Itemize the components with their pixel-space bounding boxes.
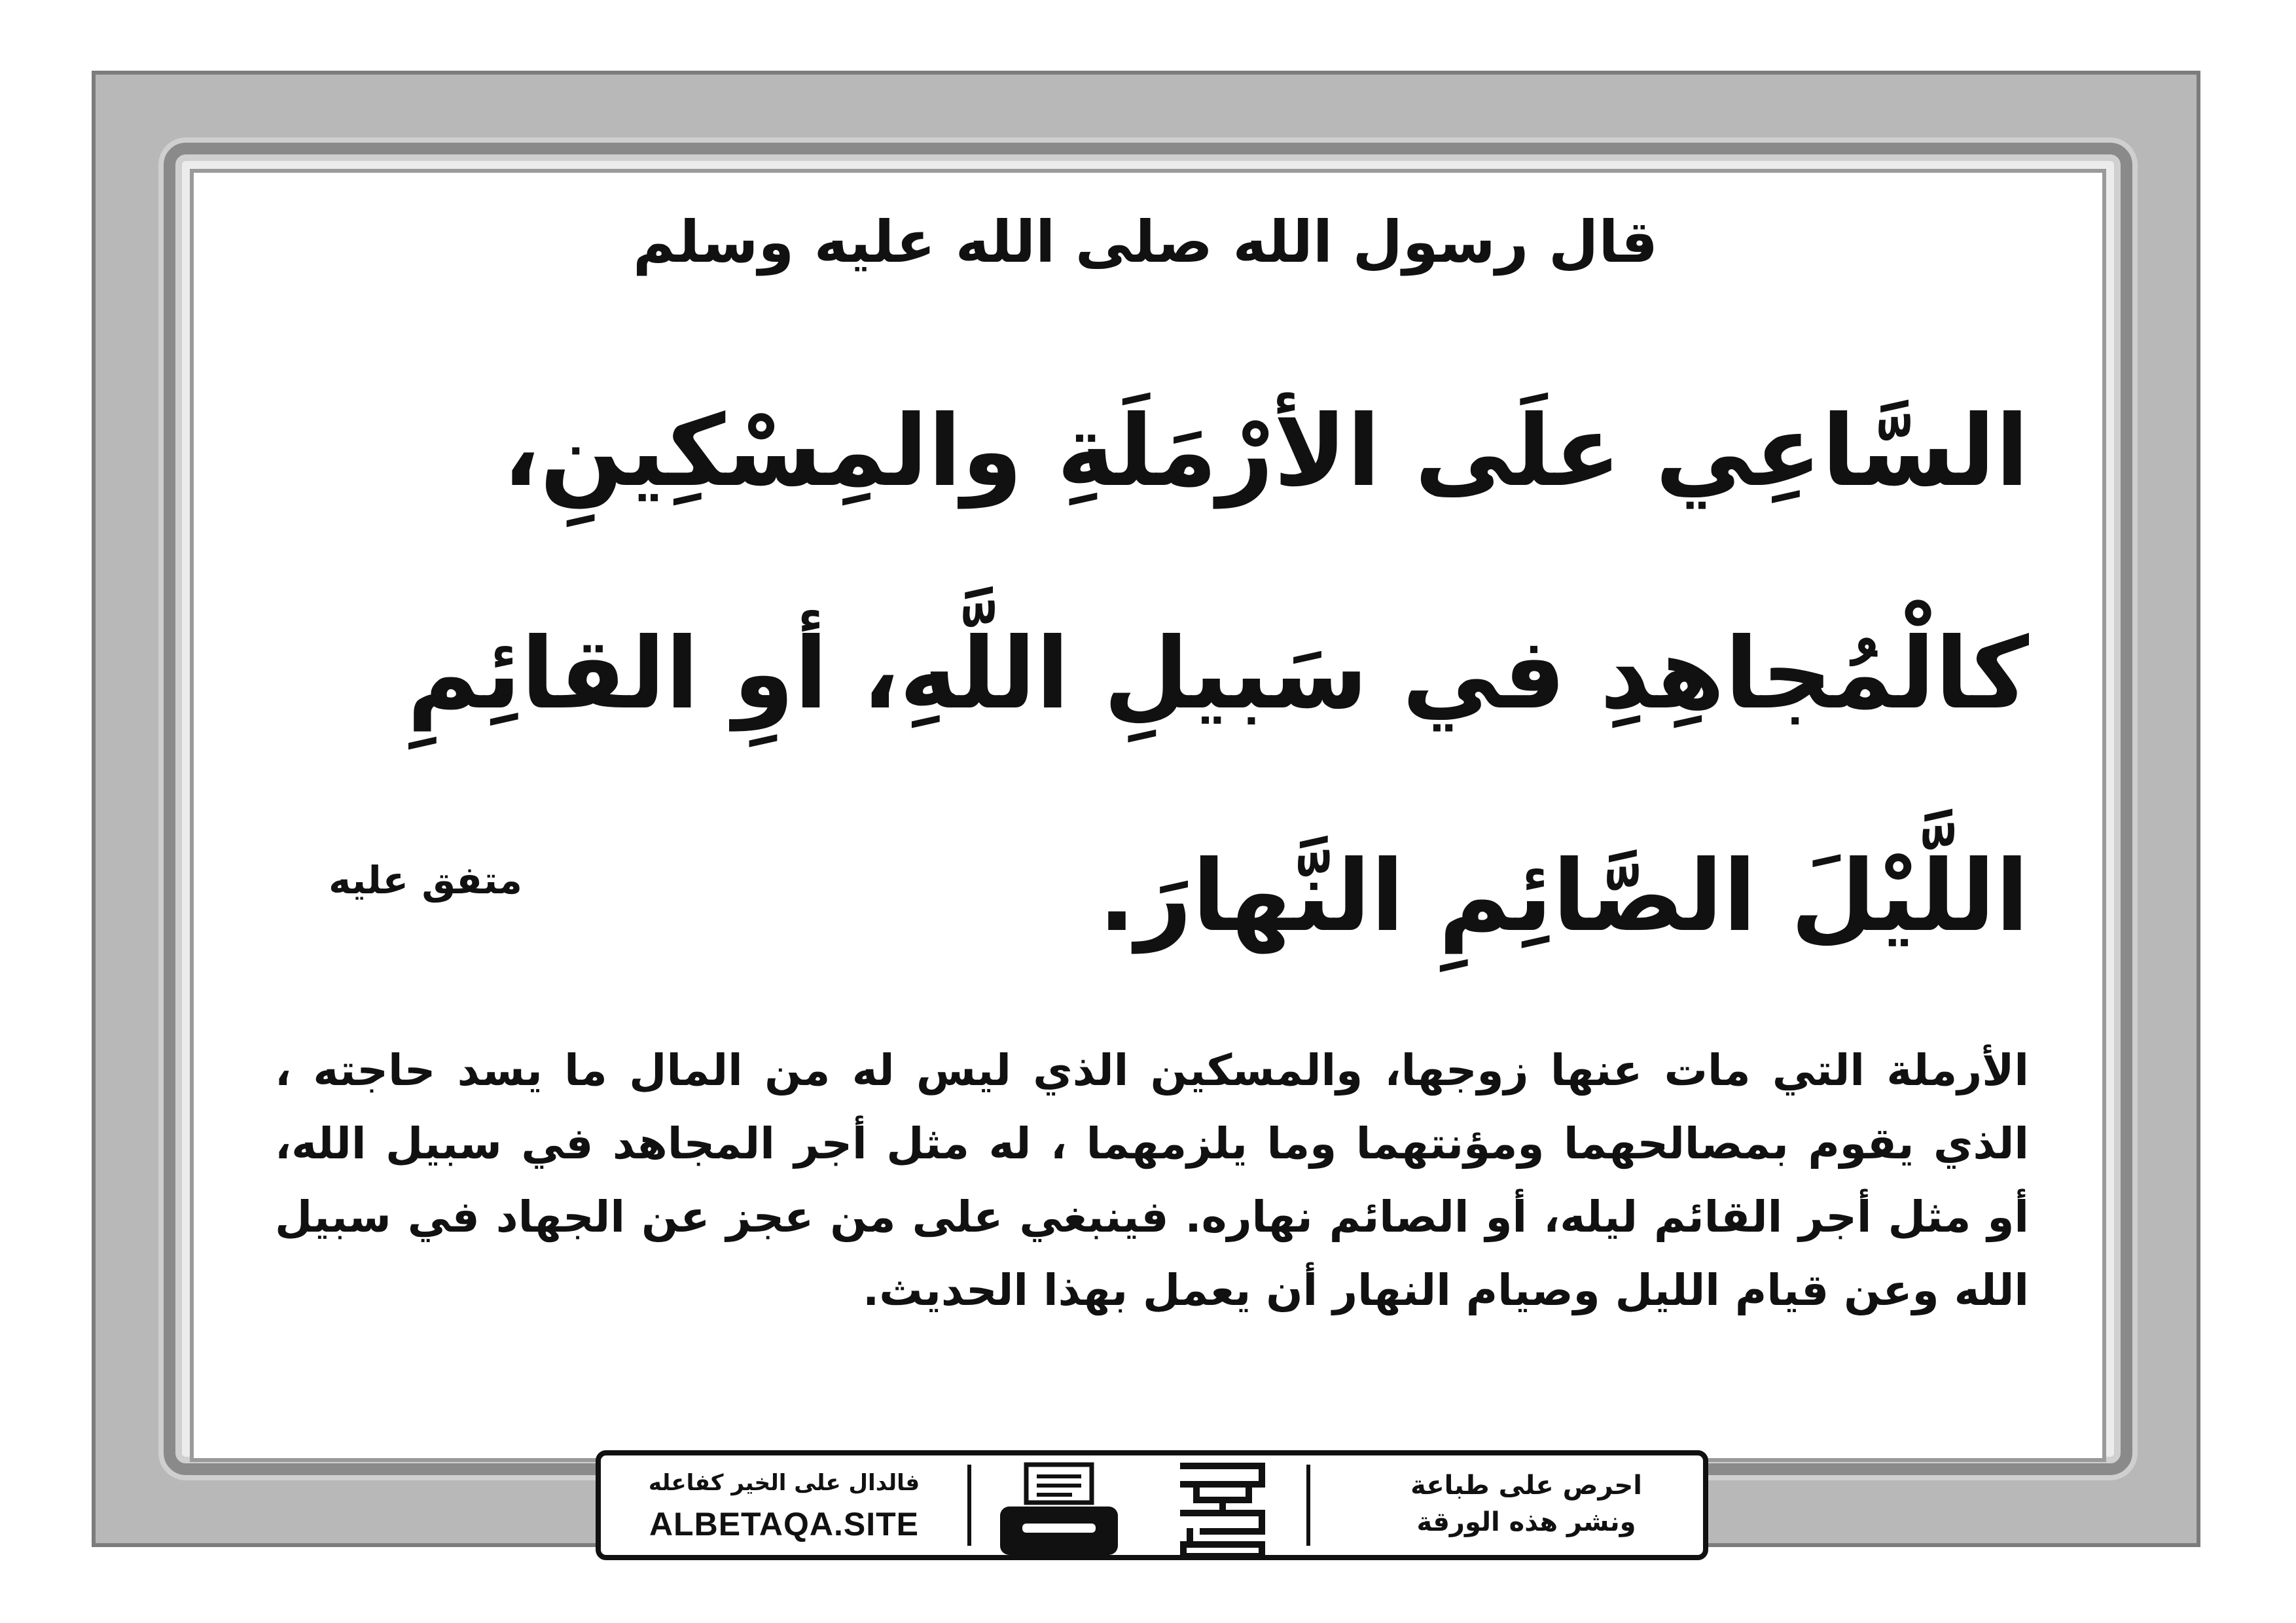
explanation-text: الأرملة التي مات عنها زوجها، والمسكين الذي ليس له من المال ما يسد حاجته ، الذي يقوم بمصالحهما ومؤنتهما وما يلزمهما ، له مثل أجر المجاهد في سبيل الله، أو مثل أجر القائم ليله، أو الصائم نهاره. فينبغي على من عجز عن الجهاد في سبيل الله وعن قيام الليل وصيام النهار أن يعمل بهذا الحديث.	[275, 1045, 2029, 1315]
footer-print-line-1: احرص على طباعة	[1410, 1471, 1642, 1501]
hadith-line-3: اللَّيْلَ الصَّائِمِ النَّهارَ.	[1098, 840, 2029, 954]
footer-site-url: ALBETAQA.SITE	[649, 1506, 920, 1543]
footer-banner	[596, 1450, 1708, 1560]
dawat-alwaraqa-logo-icon	[1177, 1458, 1268, 1563]
footer-divider-right	[1306, 1465, 1310, 1546]
hadith-source: متفق عليه	[329, 858, 522, 902]
footer-proverb: فالدال على الخير كفاعله	[648, 1470, 920, 1496]
printer-icon	[994, 1461, 1124, 1560]
footer-print-note	[1408, 1467, 1644, 1541]
hadith-line-2: كالْمُجاهِدِ في سَبيلِ اللَّهِ، أوِ القائِمِ	[406, 617, 2029, 731]
footer-site-block	[614, 1465, 954, 1547]
hadith-line-1: السَّاعِي علَى الأرْمَلَةِ والمِسْكِينِ،	[502, 395, 2029, 508]
footer-print-line-2: ونشر هذه الورقة	[1416, 1507, 1636, 1537]
footer-divider-left	[967, 1465, 971, 1546]
intro-text: قال رسول الله صلى الله عليه وسلم	[632, 208, 1659, 276]
